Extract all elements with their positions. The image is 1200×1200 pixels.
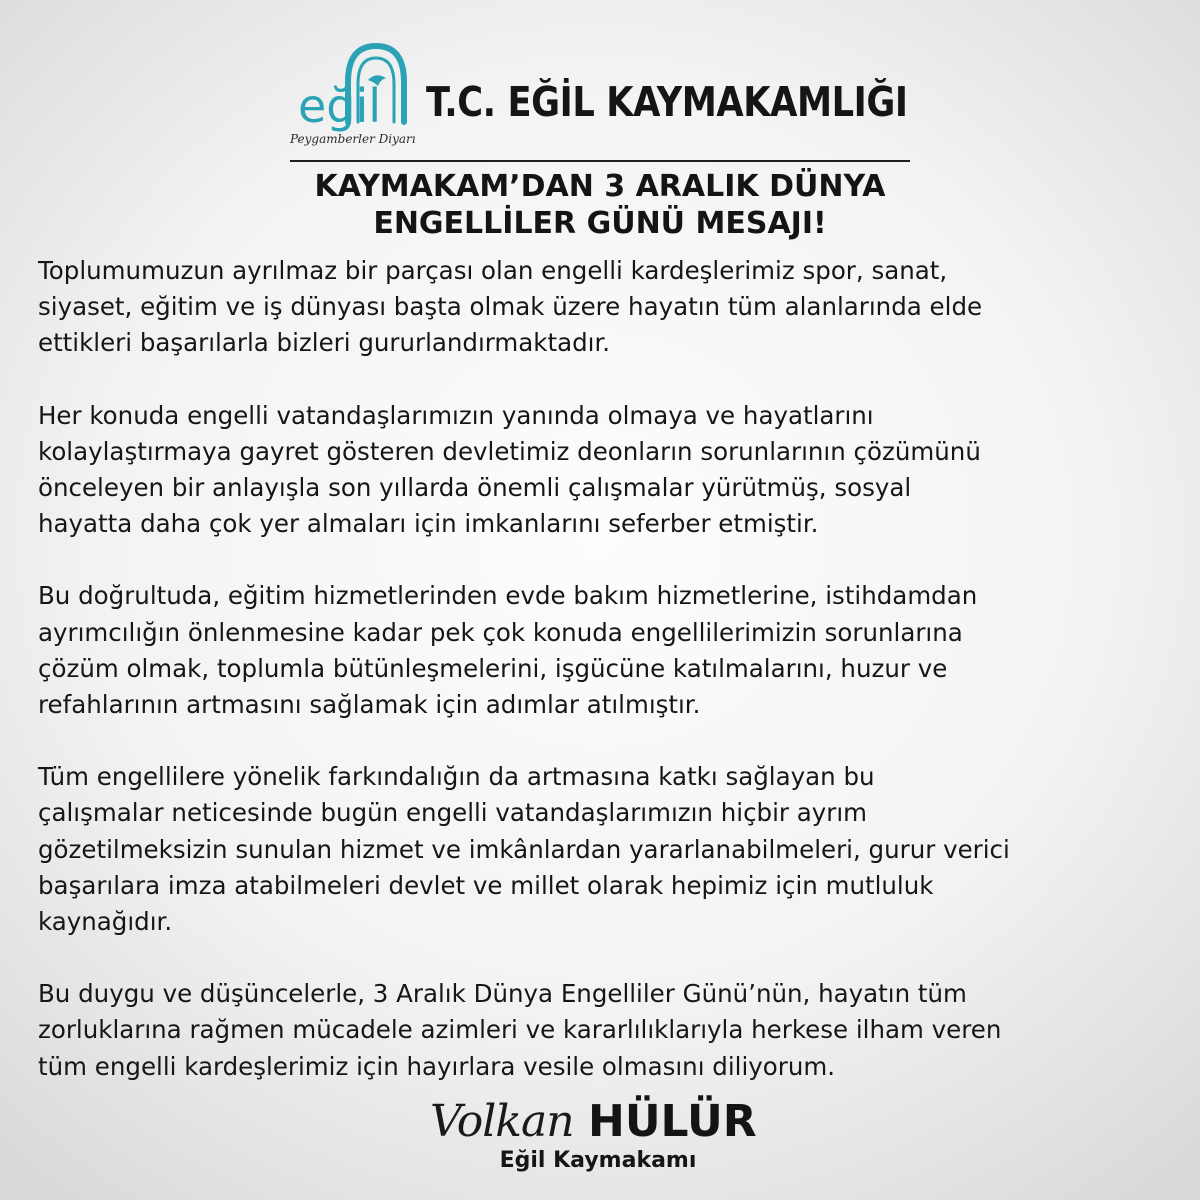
paragraph-line: kaynağıdır. (38, 907, 173, 937)
egil-logo-mark-icon (290, 36, 430, 136)
paragraph-line: Tüm engellilere yönelik farkındalığın da artmasına katkı sağlayan bu (38, 762, 875, 792)
paragraph-5 (38, 976, 1168, 1085)
paragraph-line: başarılara imza atabilmeleri devlet ve millet olarak hepimiz için mutluluk (38, 870, 934, 900)
paragraph-line: hayatta daha çok yer almaları için imkanlarını seferber etmiştir. (38, 509, 819, 539)
signature-block (0, 1092, 1200, 1182)
signature-surname: HÜLÜR (588, 1096, 757, 1147)
paragraph-line: tüm engelli kardeşlerimiz için hayırlara vesile olmasını diliyorum. (38, 1051, 836, 1081)
paragraph-line: ayrımcılığın önlenmesine kadar pek çok konuda engellilerimizin sorunlarına (38, 617, 963, 647)
header-divider (290, 160, 910, 162)
title-line-1: KAYMAKAM’DAN 3 ARALIK DÜNYA (314, 169, 886, 204)
paragraph-line: çalışmalar neticesinde bugün engelli vatandaşlarımızın hiçbir ayrım (38, 798, 868, 828)
paragraph-3 (38, 578, 1168, 723)
paragraph-line: Her konuda engelli vatandaşlarımızın yanında olmaya ve hayatlarını (38, 400, 874, 430)
paragraph-line: Bu doğrultuda, eğitim hizmetlerinden evde bakım hizmetlerine, istihdamdan (38, 581, 978, 611)
paragraph-2 (38, 398, 1168, 543)
paragraph-line: siyaset, eğitim ve iş dünyası başta olmak üzere hayatın tüm alanlarında elde (38, 292, 983, 322)
paragraph-line: refahlarının artmasını sağlamak için adımlar atılmıştır. (38, 690, 701, 720)
organization-name: T.C. EĞİL KAYMAKAMLIĞI (426, 78, 908, 126)
logo-tagline: Peygamberler Diyarı (290, 132, 416, 146)
message-body (38, 253, 1168, 1121)
paragraph-line: çözüm olmak, toplumla bütünleşmelerini, işgücüne katılmalarını, huzur ve (38, 653, 948, 683)
paragraph-4 (38, 759, 1168, 940)
paragraph-line: önceleyen bir anlayışla son yıllarda önemli çalışmalar yürütmüş, sosyal (38, 473, 912, 503)
signature-role: Eğil Kaymakamı (499, 1148, 697, 1173)
paragraph-line: Toplumumuzun ayrılmaz bir parçası olan engelli kardeşlerimiz spor, sanat, (38, 256, 948, 285)
paragraph-line: Bu duygu ve düşüncelerle, 3 Aralık Dünya Engelliler Günü’nün, hayatın tüm (38, 979, 967, 1009)
paragraph-line: zorluklarına rağmen mücadele azimleri ve kararlılıklarıyla herkese ilham veren (38, 1015, 1002, 1045)
signature-first-name: Volkan (430, 1096, 574, 1147)
logo-wordmark: eğil (298, 79, 382, 133)
paragraph-1 (38, 253, 1168, 362)
paragraph-line: ettikleri başarılarla bizleri gururlandırmaktadır. (38, 328, 611, 358)
paragraph-line: kolaylaştırmaya gayret gösteren devletimiz deonların sorunlarının çözümünü (38, 436, 981, 466)
page-title (0, 168, 1200, 242)
paragraph-line: gözetilmeksizin sunulan hizmet ve imkânlardan yararlanabilmeleri, gurur verici (38, 834, 1010, 864)
egil-logo (290, 36, 430, 148)
title-line-2: ENGELLİLER GÜNÜ MESAJI! (373, 206, 827, 241)
letterhead (0, 30, 1200, 160)
